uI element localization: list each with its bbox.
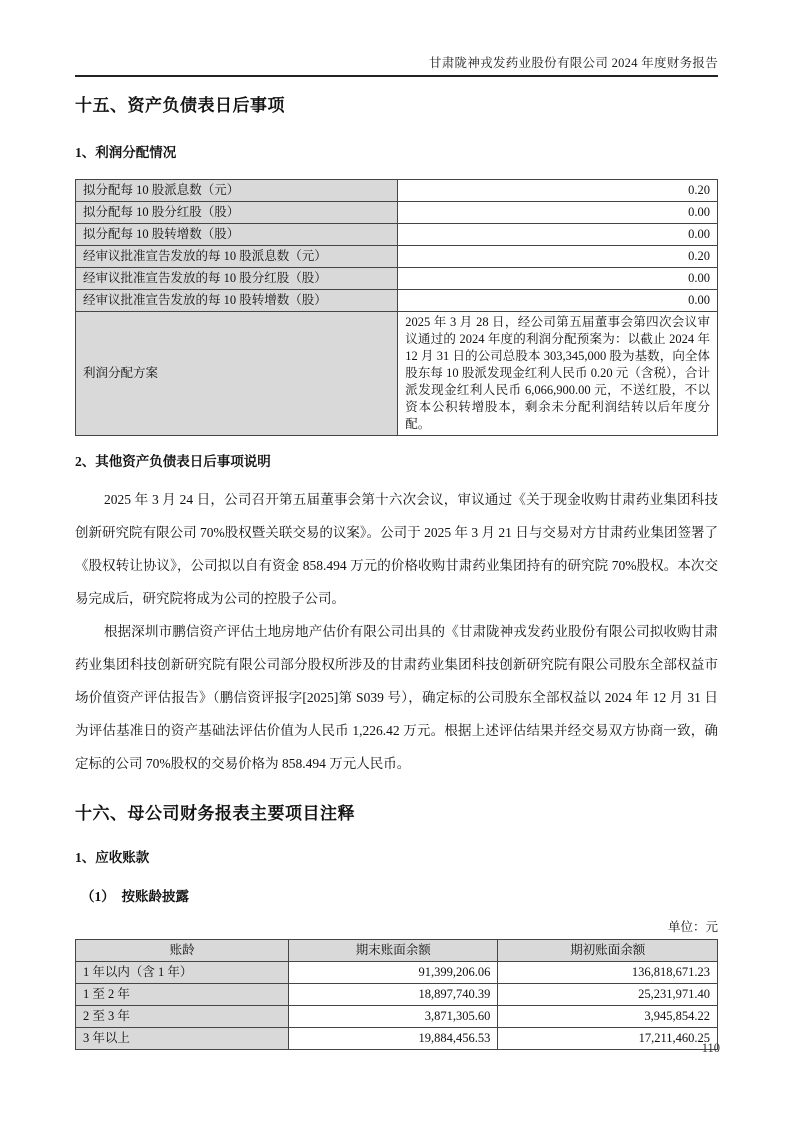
table-row xyxy=(76,180,718,202)
row-value: 0.00 xyxy=(398,224,718,246)
beginning-balance-cell: 25,231,971.40 xyxy=(498,984,718,1006)
page-header xyxy=(75,0,718,77)
table-row xyxy=(76,224,718,246)
table-row xyxy=(76,290,718,312)
other-events-title: 2、其他资产负债表日后事项说明 xyxy=(75,454,271,469)
plan-label: 利润分配方案 xyxy=(76,312,398,436)
aging-cell: 1 年以内（含 1 年） xyxy=(76,962,289,984)
aging-cell: 1 至 2 年 xyxy=(76,984,289,1006)
aging-disclosure-title: （1） 按账龄披露 xyxy=(81,889,189,904)
section-15-title: 十五、资产负债表日后事项 xyxy=(75,96,285,115)
column-header-aging: 账龄 xyxy=(76,940,289,962)
table-row xyxy=(76,268,718,290)
aging-table xyxy=(75,939,718,1050)
paragraph: 2025 年 3 月 24 日，公司召开第五届董事会第十六次会议，审议通过《关于现金收购甘肃药业集团科技创新研究院有限公司 70%股权暨关联交易的议案》。公司于 2025 年 3 月 21 日与交易对方甘肃药业集团签署了《股权转让协议》，公司拟以自有资金 858.494 万元的价格收购甘肃药业集团持有的研究院 70%股权。本次交易完成后，研究院将成为公司的控股子公司。 xyxy=(75,492,718,606)
section-16-title: 十六、母公司财务报表主要项目注释 xyxy=(75,804,355,823)
row-value: 0.00 xyxy=(398,202,718,224)
row-value: 0.20 xyxy=(398,246,718,268)
row-label: 拟分配每 10 股转增数（股） xyxy=(76,224,398,246)
table-row xyxy=(76,962,718,984)
row-label: 拟分配每 10 股派息数（元） xyxy=(76,180,398,202)
row-value: 0.00 xyxy=(398,290,718,312)
report-title: 甘肃陇神戎发药业股份有限公司 2024 年度财务报告 xyxy=(428,56,718,70)
paragraph: 根据深圳市鹏信资产评估土地房地产估价有限公司出具的《甘肃陇神戎发药业股份有限公司拟收购甘肃药业集团科技创新研究院有限公司部分股权所涉及的甘肃药业集团科技创新研究院有限公司股东全部权益市场价值资产评估报告》（鹏信资评报字[2025]第 S039 号），确定标的公司股东全部权益以 2024 年 12 月 31 日为评估基准日的资产基础法评估价值为人民币 1,226.42 万元。根据上述评估结果并经交易双方协商一致，确定标的公司 70%股权的交易价格为 858.494 万元人民币。 xyxy=(75,624,718,771)
row-value: 0.00 xyxy=(398,268,718,290)
header-divider xyxy=(75,75,718,77)
ending-balance-cell: 3,871,305.60 xyxy=(289,1006,498,1028)
profit-distribution-table xyxy=(75,179,718,436)
table-row-plan xyxy=(76,312,718,436)
table-row xyxy=(76,984,718,1006)
aging-cell: 2 至 3 年 xyxy=(76,1006,289,1028)
table-row xyxy=(76,1028,718,1050)
aging-cell: 3 年以上 xyxy=(76,1028,289,1050)
ending-balance-cell: 19,884,456.53 xyxy=(289,1028,498,1050)
beginning-balance-cell: 136,818,671.23 xyxy=(498,962,718,984)
row-value: 0.20 xyxy=(398,180,718,202)
unit-label: 单位：元 xyxy=(667,920,718,934)
ending-balance-cell: 91,399,206.06 xyxy=(289,962,498,984)
other-events-body xyxy=(75,483,718,780)
table-row xyxy=(76,1006,718,1028)
column-header-ending-balance: 期末账面余额 xyxy=(289,940,498,962)
column-header-beginning-balance: 期初账面余额 xyxy=(498,940,718,962)
row-label: 经审议批准宣告发放的每 10 股派息数（元） xyxy=(76,246,398,268)
beginning-balance-cell: 3,945,854.22 xyxy=(498,1006,718,1028)
table-header-row xyxy=(76,940,718,962)
row-label: 拟分配每 10 股分红股（股） xyxy=(76,202,398,224)
page-number: 110 xyxy=(701,1041,720,1055)
plan-text: 2025 年 3 月 28 日，经公司第五届董事会第四次会议审议通过的 2024 年度的利润分配预案为：以截止 2024 年 12 月 31 日的公司总股本 303,345,000 股为基数，向全体股东每 10 股派发现金红利人民币 0.20 元（含税），合计派发现金红利人民币 6,066,900.00 元，不送红股，不以资本公积转增股本，剩余未分配利润结转以后年度分配。 xyxy=(398,312,718,436)
receivables-title: 1、应收账款 xyxy=(75,850,150,865)
row-label: 经审议批准宣告发放的每 10 股分红股（股） xyxy=(76,268,398,290)
profit-distribution-title: 1、利润分配情况 xyxy=(75,145,177,160)
row-label: 经审议批准宣告发放的每 10 股转增数（股） xyxy=(76,290,398,312)
table-row xyxy=(76,202,718,224)
beginning-balance-cell: 17,211,460.25 xyxy=(498,1028,718,1050)
ending-balance-cell: 18,897,740.39 xyxy=(289,984,498,1006)
table-row xyxy=(76,246,718,268)
